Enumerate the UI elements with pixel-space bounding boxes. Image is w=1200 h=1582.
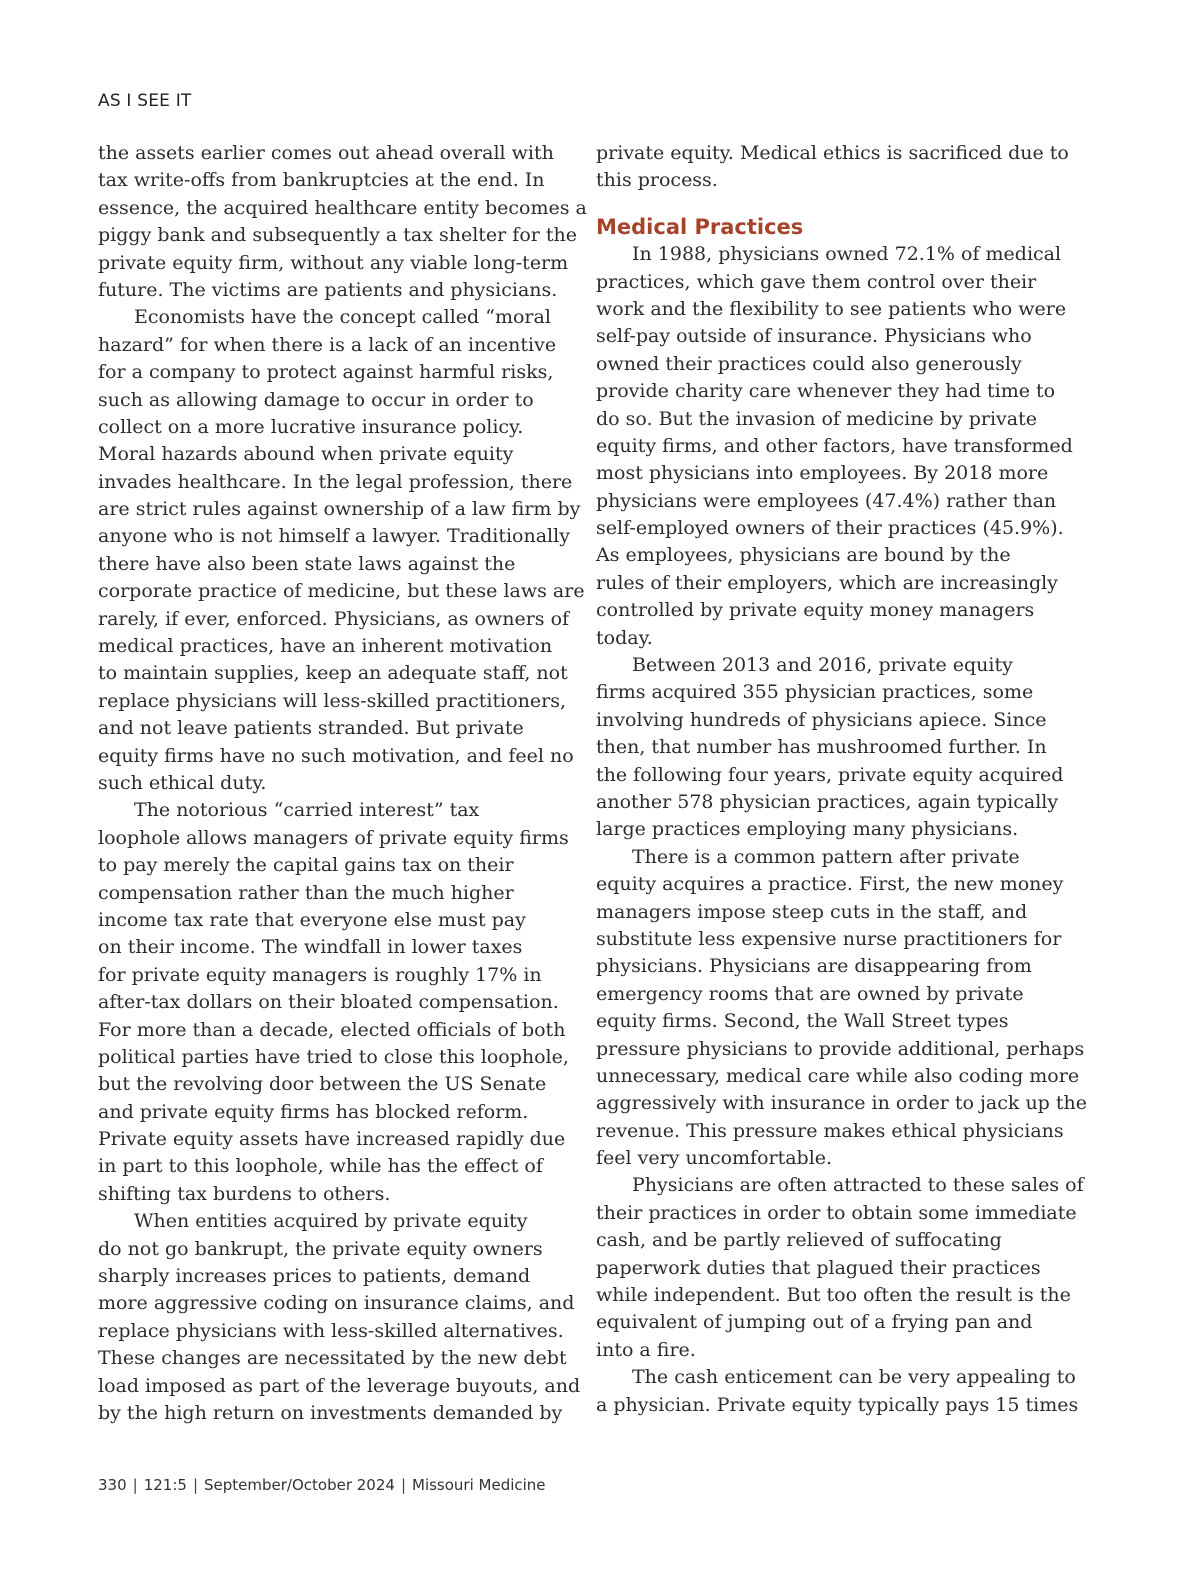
text-line: more aggressive coding on insurance claims, and: [98, 1292, 575, 1315]
text-line: pressure physicians to provide additional, perhaps: [596, 1037, 1085, 1060]
text-line: sharply increases prices to patients, demand: [98, 1265, 531, 1288]
publication-name: Missouri Medicine: [412, 1476, 546, 1494]
text-line: replace physicians will less-skilled practitioners,: [98, 689, 566, 712]
text-line: piggy bank and subsequently a tax shelter for the: [98, 224, 577, 247]
text-line: most physicians into employees. By 2018 more: [596, 462, 1049, 485]
text-line: collect on a more lucrative insurance policy.: [98, 415, 524, 438]
paragraph-gap: [596, 195, 1046, 214]
text-line: loophole allows managers of private equity firms: [98, 826, 569, 849]
text-line: are strict rules against ownership of a law firm by: [98, 498, 581, 521]
page-footer: [98, 1476, 546, 1494]
text-line: For more than a decade, elected officials of both: [98, 1018, 566, 1041]
text-line: equity firms, and other factors, have transformed: [596, 434, 1073, 457]
text-line: These changes are necessitated by the new debt: [98, 1347, 567, 1370]
text-line: a physician. Private equity typically pays 15 times: [596, 1393, 1079, 1416]
text-line: to pay merely the capital gains tax on their: [98, 854, 514, 877]
paragraph-start-line: Economists have the concept called “moral: [134, 306, 551, 329]
text-line: equity firms have no such motivation, and feel no: [98, 744, 574, 767]
footer-separator: |: [400, 1476, 406, 1494]
section-heading: Medical Practices: [596, 214, 804, 239]
text-line: then, that number has mushroomed further. In: [596, 736, 1047, 759]
paragraph-start-line: When entities acquired by private equity: [134, 1210, 528, 1233]
text-line: another 578 physician practices, again typically: [596, 790, 1059, 813]
text-line: substitute less expensive nurse practitioners for: [596, 927, 1062, 950]
paragraph-start-line: The notorious “carried interest” tax: [134, 799, 480, 822]
text-line: involving hundreds of physicians apiece. Since: [596, 708, 1047, 731]
text-line: shifting tax burdens to others.: [98, 1182, 391, 1205]
paragraph-start-line: Between 2013 and 2016, private equity: [632, 654, 1013, 677]
text-line: corporate practice of medicine, but these laws are: [98, 580, 585, 603]
text-line: the assets earlier comes out ahead overall with: [98, 142, 554, 164]
text-line: their practices in order to obtain some immediate: [596, 1201, 1077, 1224]
text-line: by the high return on investments demanded by: [98, 1401, 563, 1424]
text-line: Moral hazards abound when private equity: [98, 443, 514, 466]
text-line: self-employed owners of their practices (45.9%).: [596, 517, 1064, 540]
text-line: future. The victims are patients and physicians.: [98, 278, 558, 301]
text-line: while independent. But too often the result is the: [596, 1284, 1071, 1307]
text-line: do not go bankrupt, the private equity owners: [98, 1237, 543, 1260]
text-line: and private equity firms has blocked reform.: [98, 1100, 529, 1123]
text-line: income tax rate that everyone else must pay: [98, 908, 526, 931]
text-line: anyone who is not himself a lawyer. Traditionally: [98, 525, 570, 548]
text-line: large practices employing many physicians.: [596, 818, 1019, 841]
text-line: do so. But the invasion of medicine by private: [596, 407, 1037, 430]
text-line: private equity. Medical ethics is sacrificed due to: [596, 142, 1069, 164]
text-line: medical practices, have an inherent motivation: [98, 635, 553, 658]
text-line: replace physicians with less-skilled alternatives.: [98, 1319, 564, 1342]
issue-date: September/October 2024: [204, 1476, 395, 1494]
footer-separator: |: [192, 1476, 198, 1494]
text-line: managers impose steep cuts in the staff, and: [596, 900, 1028, 923]
text-line: on their income. The windfall in lower taxes: [98, 936, 523, 959]
text-line: for private equity managers is roughly 17% in: [98, 963, 542, 986]
text-line: As employees, physicians are bound by the: [596, 544, 1011, 567]
text-line: tax write-offs from bankruptcies at the end. In: [98, 169, 545, 192]
text-line: hazard” for when there is a lack of an incentive: [98, 333, 557, 356]
page-number: 330: [98, 1476, 127, 1494]
text-line: practices, which gave them control over their: [596, 270, 1037, 293]
text-line: essence, the acquired healthcare entity becomes a: [98, 196, 587, 219]
text-line: load imposed as part of the leverage buyouts, and: [98, 1374, 581, 1397]
text-line: firms acquired 355 physician practices, some: [596, 681, 1034, 704]
text-line: cash, and be partly relieved of suffocating: [596, 1229, 1002, 1252]
text-line: political parties have tried to close this loophole,: [98, 1045, 569, 1068]
paragraph-start-line: Physicians are often attracted to these sales of: [632, 1174, 1084, 1197]
text-line: aggressively with insurance in order to jack up the: [596, 1092, 1087, 1115]
left-column: [98, 140, 587, 1427]
text-line: controlled by private equity money managers: [596, 599, 1035, 622]
text-line: invades healthcare. In the legal profession, there: [98, 470, 573, 493]
text-line: such as allowing damage to occur in order to: [98, 388, 534, 411]
text-line: work and the flexibility to see patients who were: [596, 297, 1067, 320]
volume-issue: 121:5: [143, 1476, 187, 1494]
text-line: but the revolving door between the US Senate: [98, 1073, 547, 1096]
text-line: equivalent of jumping out of a frying pan and: [596, 1311, 1033, 1334]
text-line: the following four years, private equity acquired: [596, 763, 1064, 786]
text-line: revenue. This pressure makes ethical physicians: [596, 1119, 1064, 1142]
text-line: feel very uncomfortable.: [596, 1147, 833, 1170]
text-line: and not leave patients stranded. But private: [98, 717, 524, 740]
paragraph-start-line: There is a common pattern after private: [632, 845, 1020, 868]
text-line: such ethical duty.: [98, 771, 267, 794]
text-line: today.: [596, 626, 653, 649]
text-line: physicians. Physicians are disappearing from: [596, 955, 1032, 978]
text-line: paperwork duties that plagued their practices: [596, 1256, 1041, 1279]
text-line: into a fire.: [596, 1338, 696, 1361]
text-line: compensation rather than the much higher: [98, 881, 514, 904]
paragraph-start-line: In 1988, physicians owned 72.1% of medical: [632, 243, 1062, 266]
text-line: owned their practices could also generously: [596, 352, 1022, 375]
text-line: rules of their employers, which are increasingly: [596, 571, 1058, 594]
section-label: AS I SEE IT: [98, 91, 192, 111]
footer-separator: |: [132, 1476, 138, 1494]
text-line: Private equity assets have increased rapidly due: [98, 1128, 566, 1151]
text-line: rarely, if ever, enforced. Physicians, as owners of: [98, 607, 570, 630]
text-line: equity firms. Second, the Wall Street types: [596, 1010, 1009, 1033]
text-line: in part to this loophole, while has the effect of: [98, 1155, 543, 1178]
text-line: for a company to protect against harmful risks,: [98, 361, 554, 384]
text-line: private equity firm, without any viable long-term: [98, 251, 569, 274]
text-line: physicians were employees (47.4%) rather than: [596, 489, 1057, 512]
text-line: provide charity care whenever they had time to: [596, 380, 1056, 403]
text-line: unnecessary, medical care while also coding more: [596, 1064, 1080, 1087]
right-column: [596, 140, 1087, 1419]
text-line: there have also been state laws against the: [98, 552, 516, 575]
text-line: emergency rooms that are owned by private: [596, 982, 1024, 1005]
text-line: equity acquires a practice. First, the new money: [596, 873, 1064, 896]
paragraph-start-line: The cash enticement can be very appealing to: [632, 1366, 1076, 1389]
text-line: this process.: [596, 169, 718, 192]
text-line: after-tax dollars on their bloated compensation.: [98, 991, 559, 1014]
text-line: to maintain supplies, keep an adequate staff, not: [98, 662, 568, 685]
text-line: self-pay outside of insurance. Physicians who: [596, 325, 1032, 348]
